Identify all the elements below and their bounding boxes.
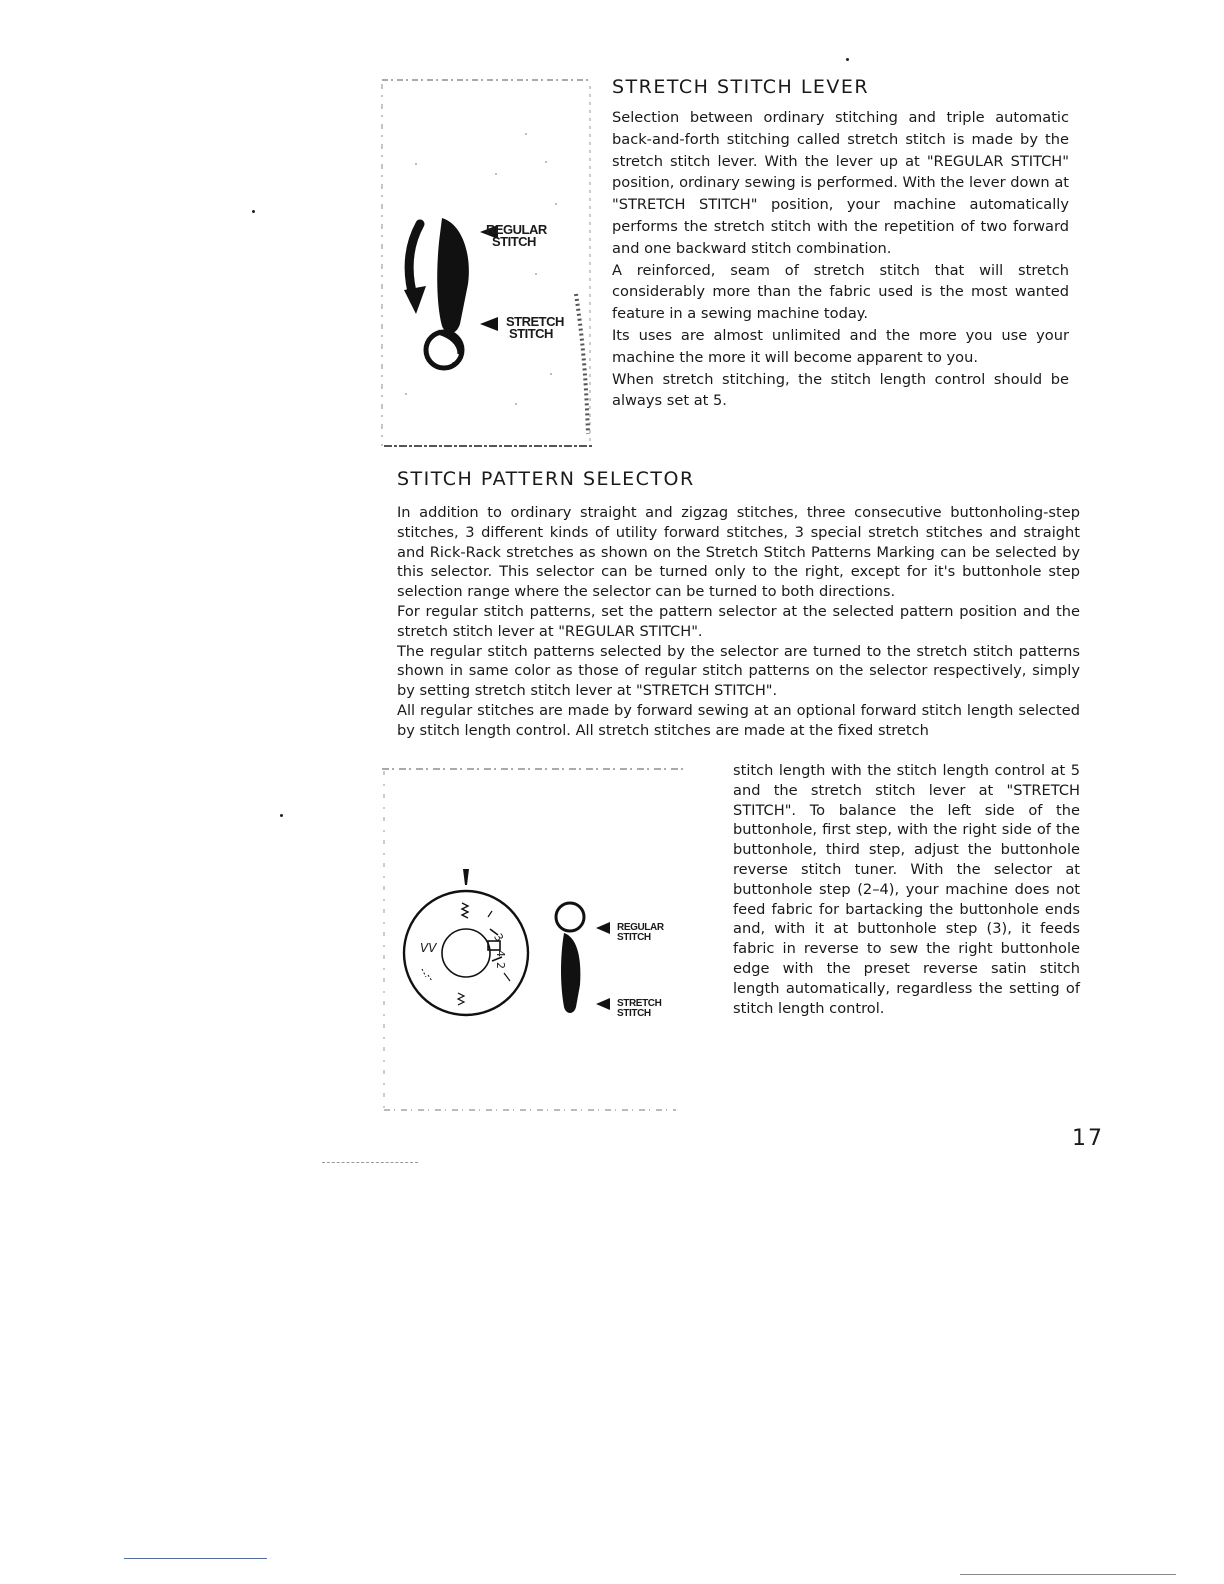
regular-stitch-label: REGULAR STITCH xyxy=(617,922,664,943)
dial-mark: 3 xyxy=(491,931,506,944)
footer-link-line xyxy=(124,1558,267,1559)
dial-mark: VV xyxy=(420,941,437,955)
scan-speck xyxy=(252,210,255,213)
paragraph: In addition to ordinary straight and zigzag stitches, three consecutive buttonholing-step stitches, 3 different kinds of utility forward stitches, 3 special stretch stitches and straight and Rick-Rack stretches as shown on the Stretch Stitch Patterns Marking can be selected by this selector. This selector can be turned only to the right, except for it's buttonhole step selection range where the selector can be turned to both directions. xyxy=(397,504,1080,601)
stretch-lever-body xyxy=(612,107,1069,412)
paragraph: The regular stitch patterns selected by the selector are turned to the stretch stitch patterns shown in same color as those of regular stitch patterns on the selector respectively, simply by setting stretch stitch lever at "STRETCH STITCH". xyxy=(397,642,1080,700)
paragraph: For regular stitch patterns, set the pattern selector at the selected pattern position and the stretch stitch lever at "REGULAR STITCH". xyxy=(397,602,1080,640)
paragraph: All regular stitches are made by forward sewing at an optional forward stitch length selected by stitch length control. All stretch stitches are made at the fixed stretch xyxy=(397,701,1080,739)
dial-mark: 2 xyxy=(494,962,507,969)
scan-speck xyxy=(280,814,283,817)
pattern-selector-figure xyxy=(376,765,686,1115)
paragraph: Selection between ordinary stitching and triple automatic back-and-forth stitching called stretch stitch is made by the stretch stitch lever. With the lever up at "REGULAR STITCH" position, ordinary sewing is performed. With the lever down at "STRETCH STITCH" position, your machine automatically performs the stretch stitch with the repetition of two forward and one backward stitch combination. xyxy=(612,109,1069,257)
stretch-lever-heading: STRETCH STITCH LEVER xyxy=(612,76,870,98)
pattern-selector-body xyxy=(397,503,1080,741)
pattern-selector-continued xyxy=(733,761,1080,1018)
stretch-stitch-label: STRETCH STITCH xyxy=(617,998,662,1019)
dial-mark: 4 xyxy=(494,950,507,957)
paragraph: When stretch stitching, the stitch length control should be always set at 5. xyxy=(612,370,1069,410)
paragraph: Its uses are almost unlimited and the more you use your machine the more it will become apparent to you. xyxy=(612,326,1069,366)
paragraph: stitch length with the stitch length control at 5 and the stretch stitch lever at "STRETCH STITCH". To balance the left side of the buttonhole, first step, with the right side of the buttonhole, third step, adjust the buttonhole reverse stitch tuner. With the selector at buttonhole step (2–4), your machine does not feed fabric for bartacking the buttonhole ends and, with it at buttonhole step (3), it feeds fabric in reverse to sew the right buttonhole edge with the preset reverse satin stitch length automatically, regardless the setting of stitch length control. xyxy=(733,762,1080,1017)
stretch-lever-illustration xyxy=(376,74,600,452)
scan-speck xyxy=(846,58,849,61)
footer-rule xyxy=(960,1574,1176,1575)
regular-stitch-label: REGULAR STITCH xyxy=(486,222,547,249)
pattern-selector-heading: STITCH PATTERN SELECTOR xyxy=(397,468,695,490)
stretch-stitch-label: STRETCH STITCH xyxy=(506,314,564,341)
stretch-lever-figure xyxy=(376,74,600,452)
scan-mark xyxy=(322,1162,418,1164)
page-number: 17 xyxy=(1072,1126,1104,1151)
paragraph: A reinforced, seam of stretch stitch that will stretch considerably more than the fabric used is the most wanted feature in a sewing machine today. xyxy=(612,261,1069,323)
